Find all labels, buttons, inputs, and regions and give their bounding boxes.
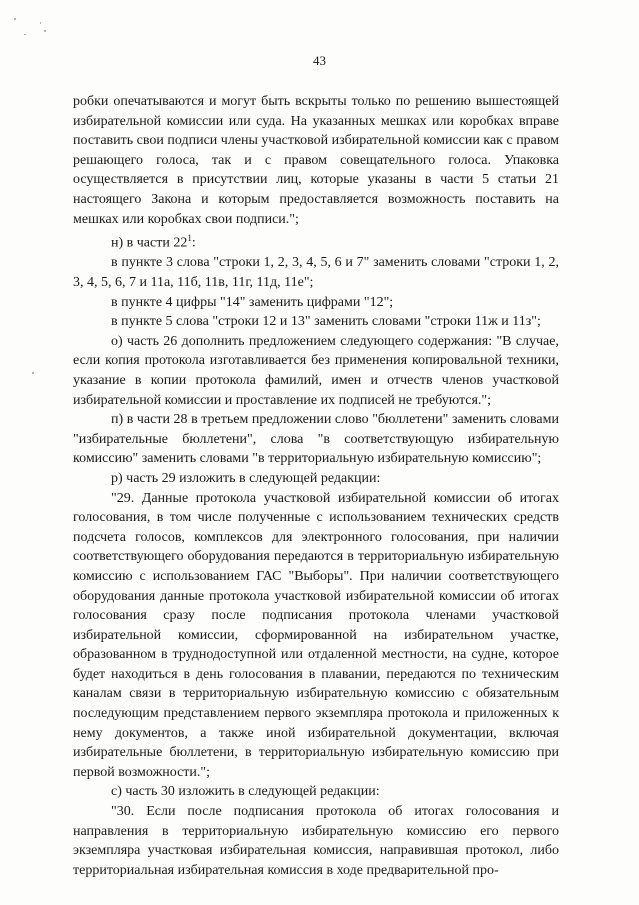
paragraph-part-29: "29. Данные протокола участковой избирательной комиссии об итогах голосования, в том числе полученные с использованием технических средств подсчета голосов, комплексов для электронного голосования, при наличии соответствующего оборудования передаются в территориальную избирательную комиссию с использованием ГАС "Выборы". При наличии соответствующего оборудования данные протокола участковой избирательной комиссии об итогах голосования сразу после подписания протокола членами участковой избирательной комиссии, сформированной на избирательном участке, образованном в труднодоступной или отдаленной местности, на судне, которое будет находиться в день голосования в плавании, передаются по техническим каналам связи в территориальную избирательную комиссию с обязательным последующим представлением первого экземпляра протокола и приложенных к нему документов, а также иной избирательной документации, включая избирательные бюллетени, в территориальную избирательную комиссию при первой возможности."; [73, 490, 559, 780]
paragraph-part-30: "30. Если после подписания протокола об итогах голосования и направления в территориальную избирательную комиссию его первого экземпляра участковая избирательная комиссия, направившая протокол, либо территориальная избирательная комиссия в ходе предварительной про- [73, 804, 559, 878]
paragraph-item-o: о) часть 26 дополнить предложением следующего содержания: "В случае, если копия протокола изготавливается без применения копировальной техники, указание в копии протокола фамилий, имен и отчеств членов участковой избирательной комиссии и проставление их подписей не требуются."; [73, 333, 559, 408]
page-number: 43 [313, 53, 326, 68]
paragraph-point-4: в пункте 4 цифры "14" заменить цифрами "12"; [111, 294, 394, 310]
scan-speck [14, 18, 16, 20]
paragraph-item-p: п) в части 28 в третьем предложении слово "бюллетени" заменить словами "избирательные бюллетени", слова "в соответствующую избирательную комиссию" заменить словами "в территориальную избирательную комиссию"; [73, 412, 559, 467]
paragraph-point-5: в пункте 5 слова "строки 12 и 13" заменить словами "строки 11ж и 11з"; [111, 314, 541, 330]
scan-speck [24, 34, 26, 35]
paragraph-item-r: р) часть 29 изложить в следующей редакции: [111, 470, 381, 486]
scan-speck [40, 22, 41, 24]
scan-speck [32, 372, 34, 374]
item-n-superscript: 1 [187, 233, 192, 244]
item-n-colon: : [191, 235, 196, 251]
paragraph-point-3: в пункте 3 слова "строки 1, 2, 3, 4, 5, 6 и 7" заменить словами "строки 1, 2, 3, 4, 5, 6, 7 и 11а, 11б, 11в, 11г, 11д, 11е"; [73, 255, 559, 290]
document-body [73, 92, 559, 880]
paragraph-item-n [73, 229, 559, 253]
paragraph-item-s: с) часть 30 изложить в следующей редакции: [111, 784, 380, 800]
paragraph-continuation: робки опечатываются и могут быть вскрыты только по решению вышестоящей избирательной комиссии или суда. На указанных мешках или коробках вправе поставить свои подписи члены участковой избирательной комиссии как с правом решающего голоса, так и с правом совещательного голоса. Упаковка осуществляется в присутствии лиц, которые указаны в части 5 статьи 21 настоящего Закона и которым предоставляется возможность поставить на мешках или коробках свои подписи."; [73, 94, 560, 227]
scan-speck [44, 30, 46, 32]
item-n-text: н) в части 22 [111, 235, 188, 251]
